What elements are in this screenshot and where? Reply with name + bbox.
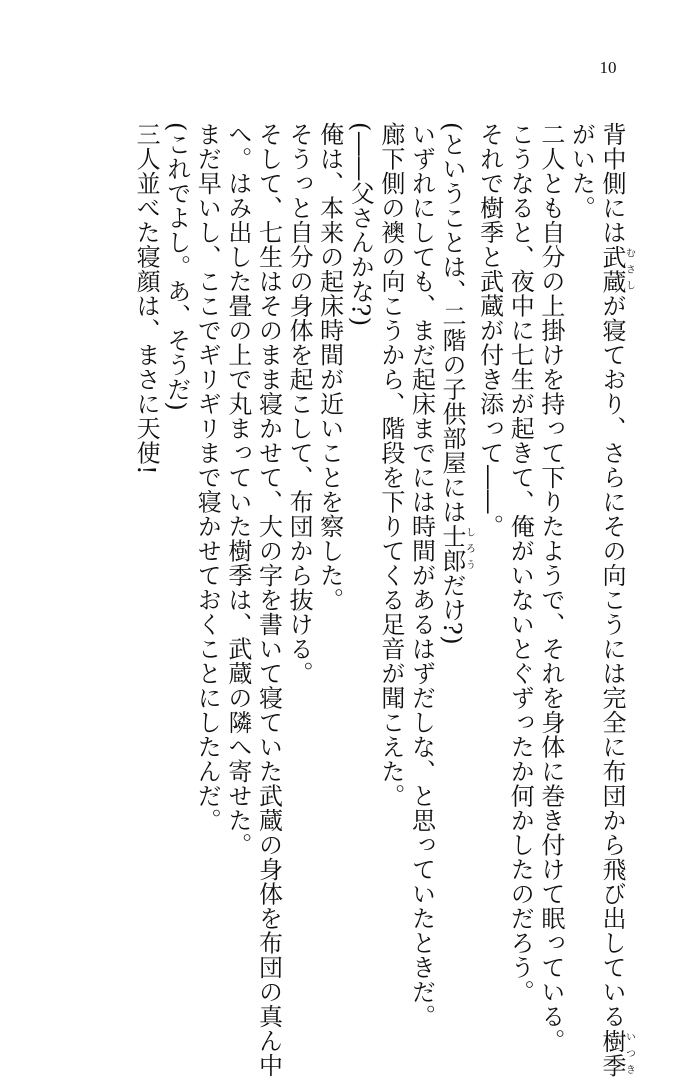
ruby-annotation: 樹季いつき [598, 1028, 635, 1078]
text-line: 三人並べた寝顔は、まさに天使! [132, 122, 161, 476]
ruby-annotation: 士郎しろう [438, 523, 475, 573]
page-number: 10 [599, 58, 617, 77]
text-line: (ということは、二階の子供部屋には士郎しろうだけ?) [438, 122, 475, 646]
ruby-annotation: 武蔵むさし [598, 244, 635, 294]
text-line: 俺は、本来の起床時間が近いことを察した。 [315, 122, 344, 612]
text-line: 背中側には武蔵むさしが寝ており、さらにその向こうには完全に布団から飛び出している樹季いつき [598, 122, 635, 1078]
text-line: 二人とも自分の上掛けを持って下りたようで、それを身体に巻き付けて眠っている。 [536, 122, 565, 1053]
text-line: へ。はみ出した畳の上で丸まっていた樹季は、武蔵の隣へ寄せた。 [223, 122, 252, 857]
text-line: まだ早いし、ここでギリギリまで寝かせておくことにしたんだ。 [193, 122, 222, 833]
text-line: (――父さんかな?) [346, 122, 375, 327]
text-line: (これでよし。あ、そうだ) [162, 122, 191, 412]
text-line: そして、七生はそのまま寝かせて、大の字を書いて寝ていた武蔵の身体を布団の真ん中 [254, 122, 283, 1078]
text-line: こうなると、夜中に七生が起きて、俺がいないとぐずったか何かしたのだろう。 [506, 122, 535, 1004]
text-line: いずれにしても、まだ起床までには時間があるはずだしな、と思っていたときだ。 [407, 122, 436, 1029]
text-line: 廊下側の襖の向こうから、階段を下りてくる足音が聞こえた。 [376, 122, 405, 808]
text-line: がいた。 [567, 122, 596, 220]
text-line: そうっと自分の身体を起こして、布団から抜ける。 [285, 122, 314, 686]
text-line: それで樹季と武蔵が付き添って――。 [475, 122, 504, 539]
vertical-text-block [131, 122, 635, 1078]
